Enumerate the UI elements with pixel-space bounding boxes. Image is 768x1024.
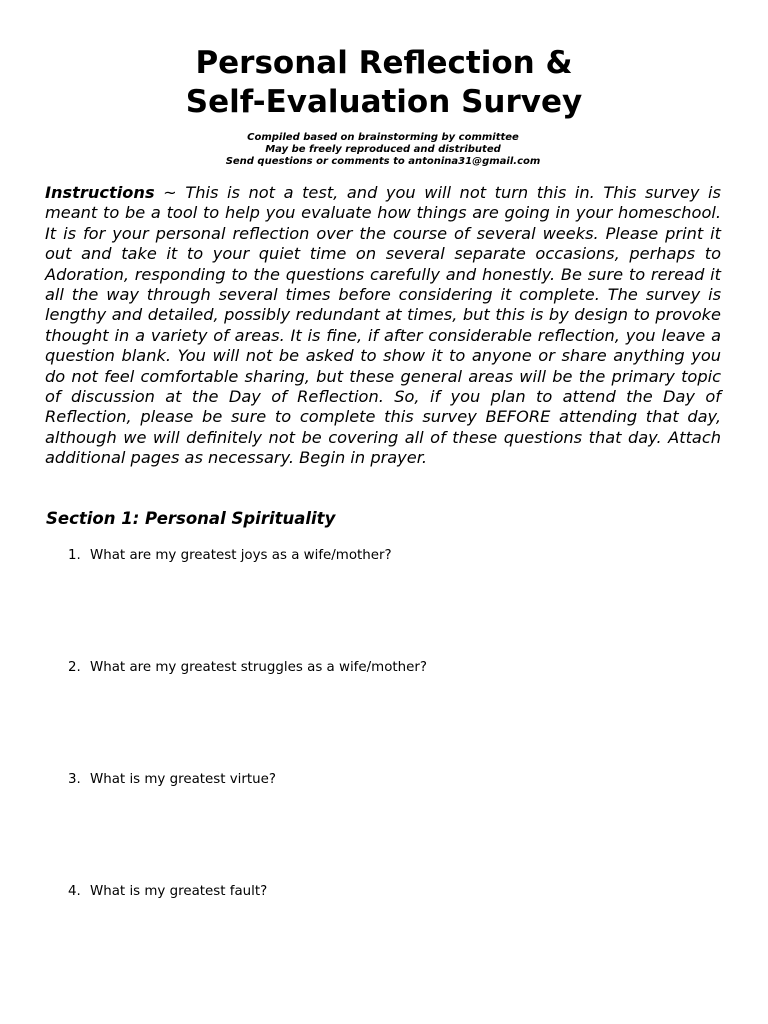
subtitle-line-compiled: Compiled based on brainstorming by committee (247, 132, 519, 143)
document-subtitle (0, 132, 766, 168)
title-line-2: Self-Evaluation Survey (185, 84, 583, 120)
question-number: 1. (68, 548, 81, 563)
section-heading: Section 1: Personal Spirituality (46, 509, 336, 528)
question-text: What is my greatest virtue? (90, 772, 276, 787)
title-line-1: Personal Reflection & (195, 45, 573, 81)
subtitle-line-contact: Send questions or comments to antonina31@gmail.com (225, 156, 541, 167)
document-title (0, 44, 768, 122)
question-number: 3. (68, 772, 81, 787)
question-item (68, 883, 267, 901)
subtitle-line-reproduced: May be freely reproduced and distributed (265, 144, 501, 155)
question-text: What are my greatest joys as a wife/mother? (90, 548, 392, 563)
question-text: What are my greatest struggles as a wife/mother? (90, 660, 427, 675)
instructions-body: ~ This is not a test, and you will not turn this in. This survey is meant to be a tool to help you evaluate how things are going in your homeschool. It is for your personal reflection over the course of several weeks. Please print it out and take it to your quiet time on several separate occasions, perhaps to Adoration, responding to the questions carefully and honestly. Be sure to reread it all the way through several times before considering it complete. The survey is lengthy and detailed, possibly redundant at times, but this is by design to provoke thought in a variety of areas. It is fine, if after considerable reflection, you leave a question blank. You will not be asked to show it to anyone or share anything you do not feel comfortable sharing, but these general areas will be the primary topic of discussion at the Day of Reflection. So, if you plan to attend the Day of Reflection, please be sure to complete this survey BEFORE attending that day, although we will definitely not be covering all of these questions that day. Attach additional pages as necessary. Begin in prayer. (45, 183, 721, 468)
question-item (68, 547, 392, 565)
instructions-lead: Instructions (45, 183, 155, 202)
question-number: 4. (68, 884, 81, 899)
instructions-paragraph (45, 183, 721, 469)
question-item (68, 771, 276, 789)
question-number: 2. (68, 660, 81, 675)
question-text: What is my greatest fault? (90, 884, 268, 899)
question-item (68, 659, 427, 677)
